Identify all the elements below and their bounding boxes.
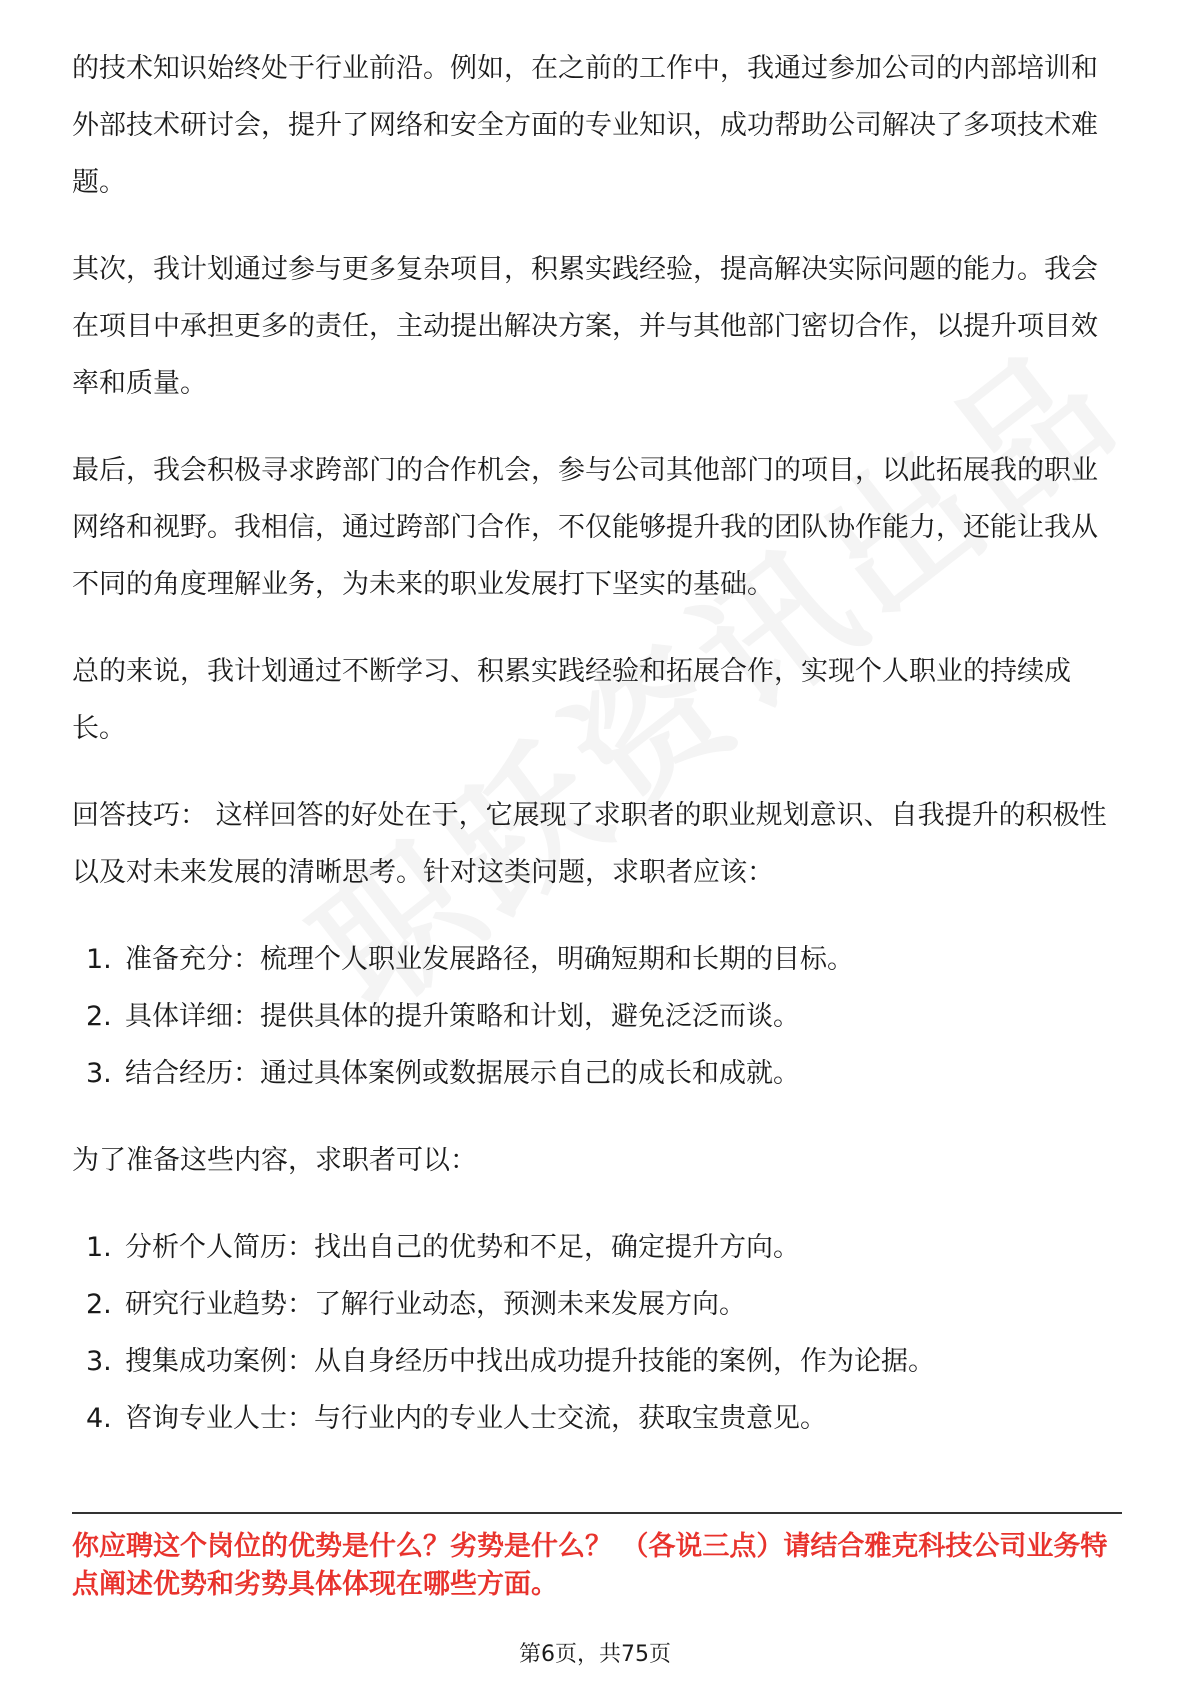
list-item xyxy=(72,1219,1122,1276)
next-question-heading: 你应聘这个岗位的优势是什么？劣势是什么？ （各说三点）请结合雅克科技公司业务特点阐述优势和劣势具体体现在哪些方面。 xyxy=(72,1531,1108,1600)
list-text: 咨询专业人士：与行业内的专业人士交流，获取宝贵意见。 xyxy=(125,1403,827,1434)
content-area xyxy=(72,40,1122,1477)
prep-list xyxy=(72,1219,1122,1447)
list-item xyxy=(72,1390,1122,1447)
list-item xyxy=(72,1333,1122,1390)
list-item xyxy=(72,931,1122,988)
paragraph-cross-department: 最后，我会积极寻求跨部门的合作机会，参与公司其他部门的项目，以此拓展我的职业网络和视野。我相信，通过跨部门合作，不仅能够提升我的团队协作能力，还能让我从不同的角度理解业务，为未来的职业发展打下坚实的基础。 xyxy=(72,455,1098,600)
list-text: 分析个人简历：找出自己的优势和不足，确定提升方向。 xyxy=(125,1232,800,1263)
list-item xyxy=(72,1276,1122,1333)
page-number-footer: 第6页，共75页 xyxy=(519,1642,671,1667)
list-text: 搜集成功案例：从自身经历中找出成功提升技能的案例，作为论据。 xyxy=(125,1346,935,1377)
tips-list xyxy=(72,931,1122,1102)
paragraph-complex-projects: 其次，我计划通过参与更多复杂项目，积累实践经验，提高解决实际问题的能力。我会在项目中承担更多的责任，主动提出解决方案，并与其他部门密切合作，以提升项目效率和质量。 xyxy=(72,254,1098,399)
list-number: 2. xyxy=(86,1001,112,1032)
list-text: 具体详细：提供具体的提升策略和计划，避免泛泛而谈。 xyxy=(125,1001,800,1032)
list-number: 3. xyxy=(86,1346,112,1377)
list-item xyxy=(72,1045,1122,1102)
list-text: 结合经历：通过具体案例或数据展示自己的成长和成就。 xyxy=(125,1058,800,1089)
list-number: 2. xyxy=(86,1289,112,1320)
list-item xyxy=(72,988,1122,1045)
paragraph-tech-knowledge: 的技术知识始终处于行业前沿。例如，在之前的工作中，我通过参加公司的内部培训和外部技术研讨会，提升了网络和安全方面的专业知识，成功帮助公司解决了多项技术难题。 xyxy=(72,53,1098,198)
paragraph-summary: 总的来说，我计划通过不断学习、积累实践经验和拓展合作，实现个人职业的持续成长。 xyxy=(72,656,1071,744)
list-text: 准备充分：梳理个人职业发展路径，明确短期和长期的目标。 xyxy=(125,944,854,975)
paragraph-answer-tips: 回答技巧： 这样回答的好处在于，它展现了求职者的职业规划意识、自我提升的积极性以及对未来发展的清晰思考。针对这类问题，求职者应该： xyxy=(72,800,1107,888)
list-number: 1. xyxy=(86,944,112,975)
list-number: 3. xyxy=(86,1058,112,1089)
list-number: 1. xyxy=(86,1232,112,1263)
paragraph-prep-intro: 为了准备这些内容，求职者可以： xyxy=(72,1145,477,1176)
list-number: 4. xyxy=(86,1403,112,1434)
section-divider xyxy=(72,1512,1122,1514)
list-text: 研究行业趋势：了解行业动态，预测未来发展方向。 xyxy=(125,1289,746,1320)
